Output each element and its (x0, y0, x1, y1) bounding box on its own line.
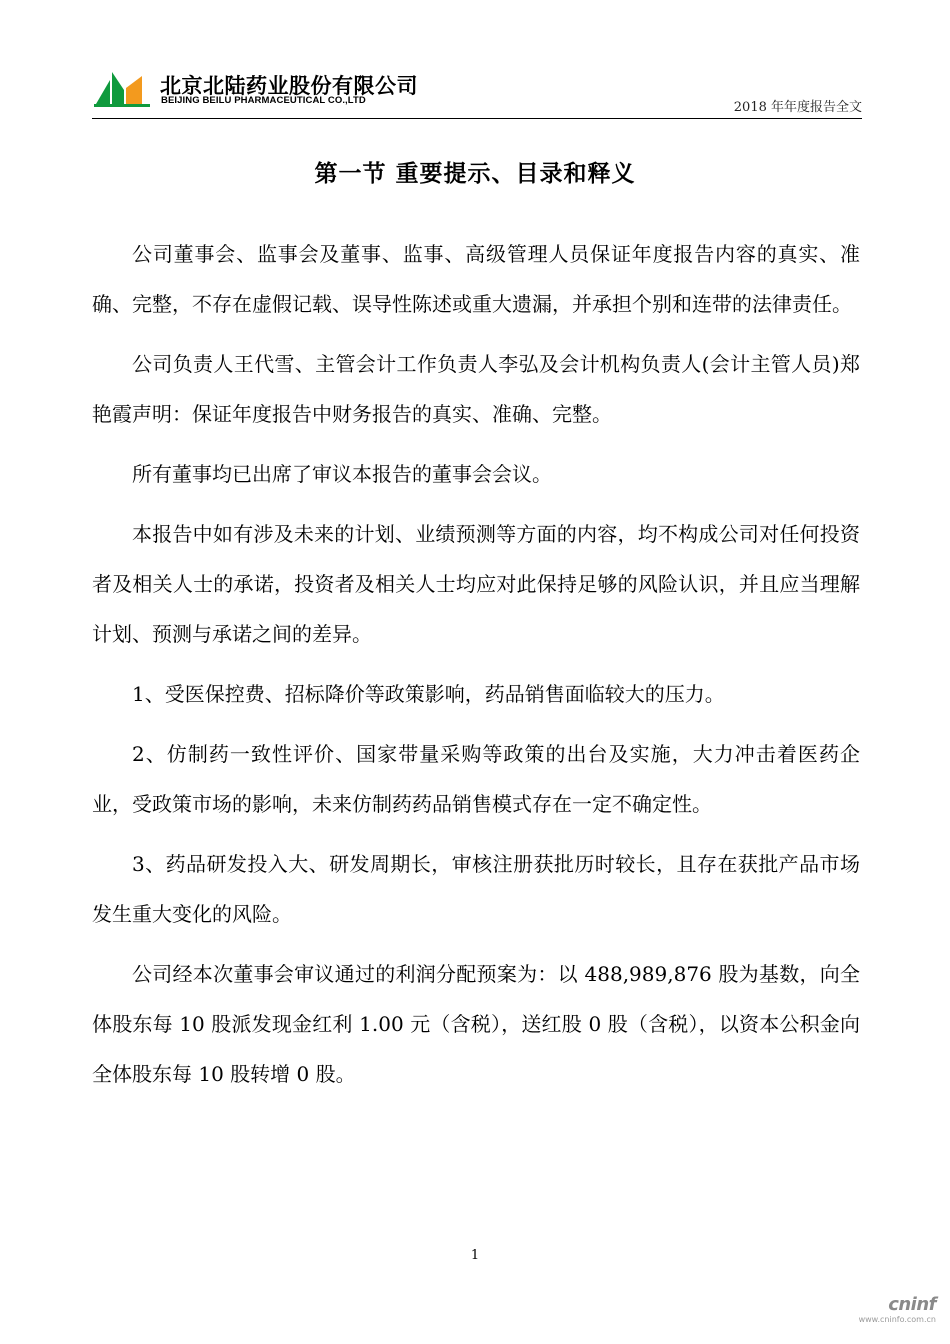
section-title: 第一节 重要提示、目录和释义 (314, 161, 636, 187)
watermark-logo: cninf (888, 1294, 936, 1315)
paragraph-attendance: 所有董事均已出席了审议本报告的董事会会议。 (132, 462, 552, 486)
risk-item-1: 1、受医保控费、招标降价等政策影响，药品销售面临较大的压力。 (132, 682, 725, 706)
company-name-cn: 北京北陆药业股份有限公司 (160, 74, 418, 98)
paragraph-forward-looking: 本报告中如有涉及未来的计划、业绩预测等方面的内容，均不构成公司对任何投资者及相关人士的承诺，投资者及相关人士均应对此保持足够的风险认识，并且应当理解计划、预测与承诺之间的差异。 (92, 522, 860, 646)
risk-item-3: 3、药品研发投入大、研发周期长，审核注册获批历时较长，且存在获批产品市场发生重大变化的风险。 (92, 852, 860, 926)
paragraph-profit-distribution: 公司经本次董事会审议通过的利润分配预案为：以 488,989,876 股为基数，向全体股东每 10 股派发现金红利 1.00 元（含税），送红股 0 股（含税），以资本公积金向全体股东每 10 股转增 0 股。 (92, 962, 860, 1086)
report-label: 2018 年年度报告全文 (733, 100, 862, 115)
company-name-en: BEIJING BEILU PHARMACEUTICAL CO.,LTD (161, 95, 366, 106)
watermark-url: www.cninfo.com.cn (858, 1315, 936, 1324)
company-logo-icon (92, 68, 154, 108)
page-number: 1 (470, 1248, 480, 1263)
risk-item-2: 2、仿制药一致性评价、国家带量采购等政策的出台及实施，大力冲击着医药企业，受政策市场的影响，未来仿制药药品销售模式存在一定不确定性。 (92, 742, 860, 816)
body-text (92, 229, 860, 1109)
page-header (92, 66, 862, 118)
paragraph-board-guarantee: 公司董事会、监事会及董事、监事、高级管理人员保证年度报告内容的真实、准确、完整，不存在虚假记载、误导性陈述或重大遗漏，并承担个别和连带的法律责任。 (92, 242, 860, 316)
paragraph-officer-statement: 公司负责人王代雪、主管会计工作负责人李弘及会计机构负责人(会计主管人员)郑艳霞声明：保证年度报告中财务报告的真实、准确、完整。 (92, 352, 860, 426)
watermark (844, 1294, 936, 1336)
header-divider (92, 118, 862, 119)
